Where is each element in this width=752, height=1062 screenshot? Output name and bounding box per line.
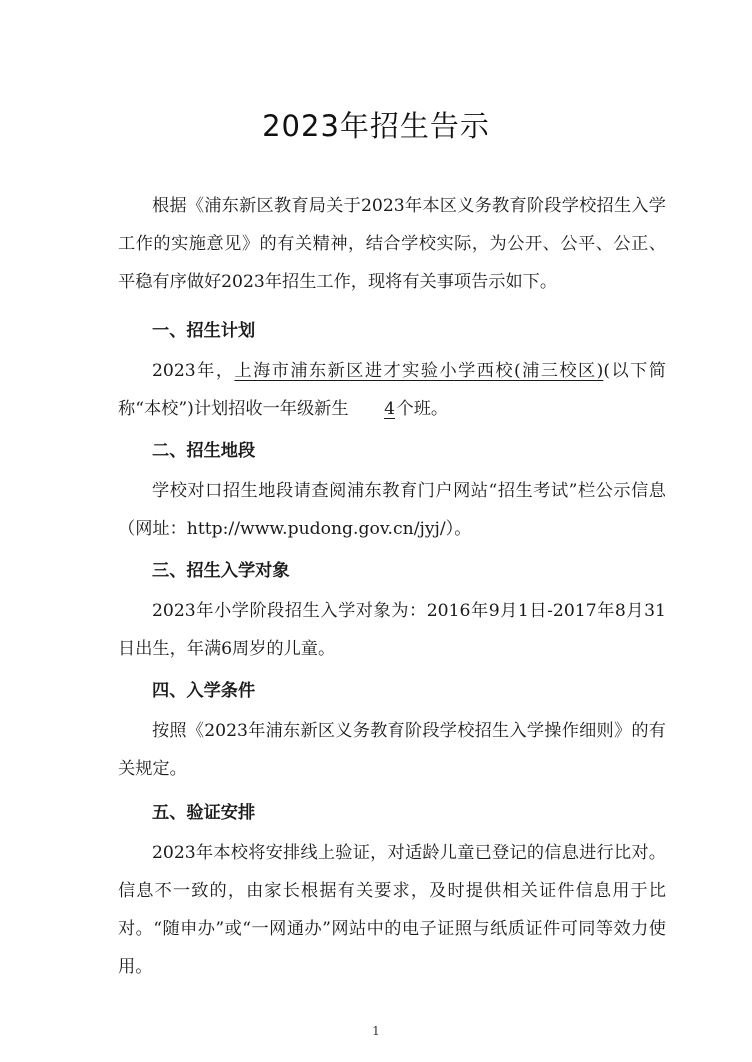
section-heading-verification: 五、验证安排 [152, 803, 256, 823]
school-name: 上海市浦东新区进才实验小学西校(浦三校区) [234, 361, 604, 381]
section-body-plan [118, 352, 666, 428]
section-heading-district: 二、招生地段 [152, 441, 256, 461]
plan-text-before: 2023年， [152, 361, 235, 381]
plan-text-middle: (以下简称“本校”)计划招收一年级新生 [118, 361, 666, 419]
plan-text-after: 个班。 [396, 399, 449, 419]
section-body-conditions: 按照《2023年浦东新区义务教育阶段学校招生入学操作细则》的有关规定。 [118, 721, 666, 779]
section-body-eligibility: 2023年小学阶段招生入学对象为：2016年9月1日-2017年8月31日出生，年满6周岁的儿童。 [118, 601, 666, 659]
section-heading-conditions: 四、入学条件 [152, 681, 256, 701]
intro-paragraph: 根据《浦东新区教育局关于2023年本区义务教育阶段学校招生入学工作的实施意见》的有关精神，结合学校实际，为公开、公平、公正、平稳有序做好2023年招生工作，现将有关事项告示如下。 [118, 196, 666, 292]
section-heading-plan: 一、招生计划 [152, 321, 256, 341]
document-title: 2023年招生告示 [262, 109, 490, 143]
section-heading-eligibility: 三、招生入学对象 [152, 561, 290, 581]
page-number: 1 [372, 1024, 380, 1038]
section-body-district: 学校对口招生地段请查阅浦东教育门户网站“招生考试”栏公示信息（网址：http://www.pudong.gov.cn/jyj/）。 [118, 481, 666, 539]
section-body-verification: 2023年本校将安排线上验证，对适龄儿童已登记的信息进行比对。信息不一致的，由家长根据有关要求，及时提供相关证件信息用于比对。“随申办”或“一网通办”网站中的电子证照与纸质证件可同等效力使用。 [118, 843, 666, 977]
class-count: 4 [384, 399, 395, 419]
